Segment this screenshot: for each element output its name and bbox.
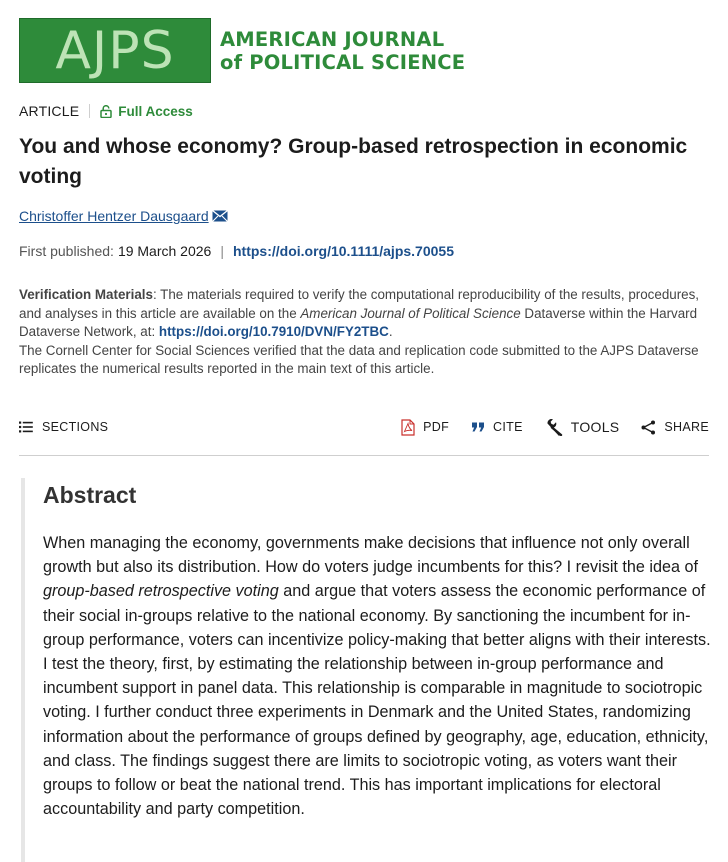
abstract-part-2: and argue that voters assess the economic performance of their social in-groups relative to the national economy. By sanctioning the incumbent for in-group performance, voters can incentivize policy-making that better aligns with their interests. I test the theory, first, by estimating the relationship between in-group performance and incumbent support in panel data. This relationship is comparable in magnitude to sociotropic voting. I further conduct three experiments in Denmark and the United States, randomizing information about the performance of groups defined by geography, age, education, ethnicity, and class. The findings suggest there are limits to sociotropic voting, as voters want their groups to follow or beat the national trend. This has important implications for electoral accountability and party competition. [43,582,711,819]
dataverse-doi-link[interactable]: https://doi.org/10.7910/DVN/FY2TBC [158,324,389,339]
journal-name-line1: AMERICAN JOURNAL [220,27,445,51]
abstract-heading: Abstract [43,482,137,508]
cite-label: CITE [493,420,523,434]
abstract-italic-term: group-based retrospective voting [43,582,279,601]
journal-logo[interactable] [19,18,211,83]
toolbar-divider [19,455,709,456]
open-lock-icon [100,105,112,118]
sections-button[interactable] [19,420,108,434]
abstract-text [43,531,711,821]
sections-label: SECTIONS [42,420,109,434]
article-title: You and whose economy? Group-based retrospection in economic voting [19,135,688,188]
journal-header [19,18,465,83]
author-link[interactable]: Christoffer Hentzer Dausgaard [19,208,209,224]
list-icon [19,421,33,433]
separator: | [220,243,224,259]
share-button[interactable] [641,420,709,435]
share-label: SHARE [664,420,709,434]
publication-info [19,243,454,259]
article-type: ARTICLE [19,103,80,119]
verification-text-1: : The materials required to verify the computational reproducibility of the results, procedures, and analyses in this article are available on the [19,287,700,321]
wrench-icon [545,418,563,436]
pdf-button[interactable] [401,419,449,436]
journal-name-line2: of POLITICAL SCIENCE [220,50,466,74]
article-meta [19,103,193,119]
tools-button[interactable] [545,418,620,436]
divider [89,104,90,118]
quote-icon [471,422,485,432]
author-line [19,208,228,224]
published-label: First published: [19,243,114,259]
pdf-label: PDF [423,420,450,434]
abstract-part-1: When managing the economy, governments make decisions that influence not only overall growth but also its distribution. How do voters judge incumbents for this? I revisit the idea of [43,534,699,577]
pdf-icon [401,419,415,436]
verification-journal: American Journal of Political Science [300,305,521,321]
journal-name[interactable] [220,28,465,74]
logo-text: AJPS [55,20,175,81]
verification-label: Verification Materials [19,287,153,302]
doi-link[interactable]: https://doi.org/10.1111/ajps.70055 [232,243,454,259]
access-badge: Full Access [118,103,193,119]
verification-materials [19,286,709,379]
verification-text-2: Dataverse within the Harvard Dataverse Network, at: [19,305,698,339]
article-toolbar [19,414,709,440]
published-date: 19 March 2026 [117,243,212,259]
share-icon [641,420,656,435]
verification-text-4: The Cornell Center for Social Sciences verified that the data and replication code submitted to the AJPS Dataverse replicates the numerical results reported in the main text of this article. [19,342,699,376]
tools-label: TOOLS [570,419,620,435]
cite-button[interactable] [471,420,523,434]
verification-text-3: . [388,324,393,339]
abstract-section [21,478,711,862]
envelope-icon[interactable] [212,210,228,222]
